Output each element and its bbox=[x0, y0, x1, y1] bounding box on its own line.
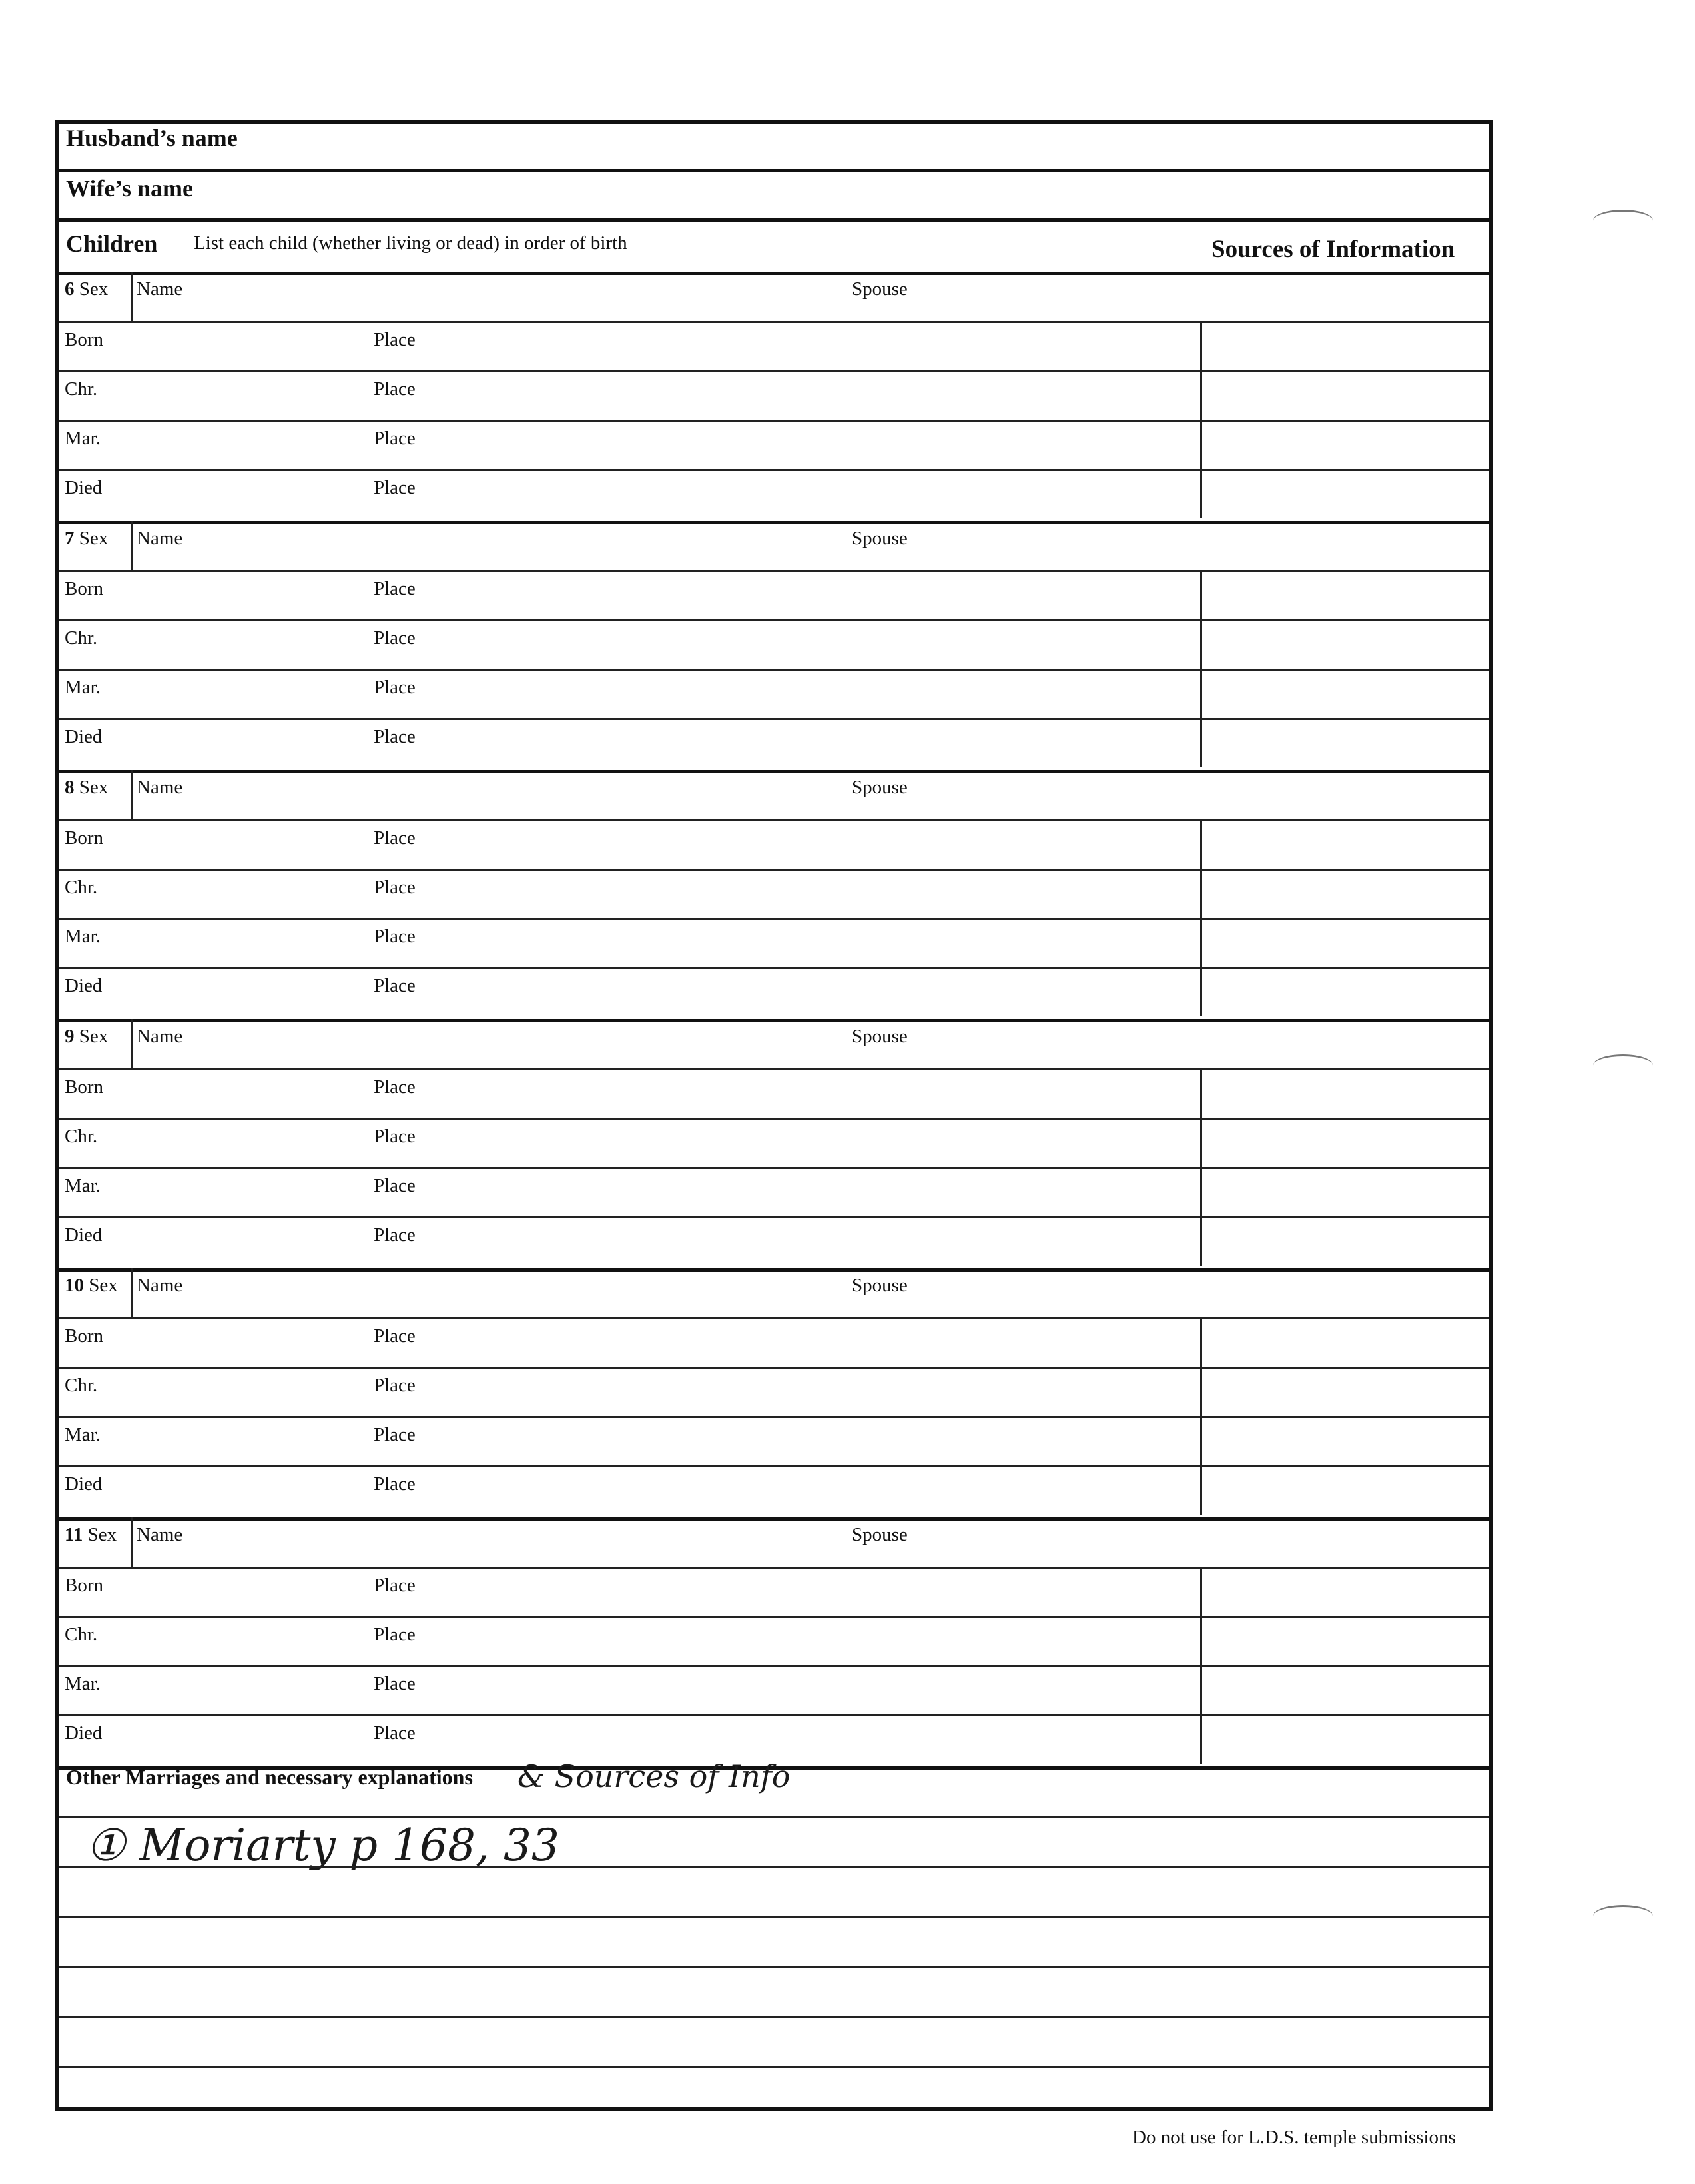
child-born-place-label: Place bbox=[374, 578, 416, 599]
wife-name-label: Wife’s name bbox=[66, 175, 193, 202]
sex-label: Sex bbox=[87, 1524, 117, 1545]
note-line bbox=[59, 1816, 1489, 1818]
child-born-label: Born bbox=[65, 1325, 103, 1347]
child-born-label: Born bbox=[65, 1076, 103, 1098]
child-born-place-label: Place bbox=[374, 827, 416, 849]
row-line bbox=[59, 469, 1489, 471]
note-line bbox=[59, 1966, 1489, 1968]
sources-column-divider bbox=[1200, 570, 1202, 767]
row-line bbox=[59, 1317, 1489, 1319]
row-line bbox=[59, 669, 1489, 671]
row-line bbox=[59, 619, 1489, 621]
child-number: 7 bbox=[65, 528, 75, 549]
sex-divider bbox=[131, 521, 133, 570]
row-line bbox=[59, 918, 1489, 920]
child-name-label: Name bbox=[137, 1026, 183, 1047]
footer-notice: Do not use for L.D.S. temple submissions bbox=[1132, 2127, 1456, 2148]
row-line bbox=[59, 819, 1489, 821]
row-line bbox=[59, 967, 1489, 969]
row-line bbox=[59, 321, 1489, 323]
divider bbox=[59, 169, 1489, 172]
row-line bbox=[59, 1216, 1489, 1218]
child-christening-label: Chr. bbox=[65, 1375, 98, 1396]
child-marriage-label: Mar. bbox=[65, 677, 101, 698]
child-marriage-label: Mar. bbox=[65, 1175, 101, 1196]
row-line bbox=[59, 370, 1489, 372]
row-line bbox=[59, 1416, 1489, 1418]
child-christening-label: Chr. bbox=[65, 627, 98, 649]
child-number: 9 bbox=[65, 1026, 75, 1047]
note-line bbox=[59, 2016, 1489, 2018]
sources-column-divider bbox=[1200, 1317, 1202, 1515]
child-spouse-label: Spouse bbox=[852, 278, 908, 300]
child-born-place-label: Place bbox=[374, 1325, 416, 1347]
sex-divider bbox=[131, 1517, 133, 1567]
child-number: 10 bbox=[65, 1275, 84, 1296]
child-christening-label: Chr. bbox=[65, 378, 98, 400]
punch-hole-mark bbox=[1593, 1054, 1653, 1076]
sex-divider bbox=[131, 1268, 133, 1317]
child-marriage-place-label: Place bbox=[374, 677, 416, 698]
row-line bbox=[59, 869, 1489, 871]
child-block-divider bbox=[59, 521, 1489, 524]
sources-column-divider bbox=[1200, 819, 1202, 1016]
child-marriage-place-label: Place bbox=[374, 1424, 416, 1445]
child-died-place-label: Place bbox=[374, 726, 416, 747]
child-block-divider bbox=[59, 272, 1489, 275]
handwritten-note: ① Moriarty p 168, 33 bbox=[86, 1820, 559, 1871]
child-born-label: Born bbox=[65, 827, 103, 849]
sources-of-information-label: Sources of Information bbox=[1211, 236, 1455, 263]
child-marriage-label: Mar. bbox=[65, 926, 101, 947]
child-number-sex bbox=[65, 1525, 117, 1545]
row-line bbox=[59, 1665, 1489, 1667]
child-name-label: Name bbox=[137, 1275, 183, 1296]
row-line bbox=[59, 1714, 1489, 1716]
child-spouse-label: Spouse bbox=[852, 1524, 908, 1545]
child-marriage-label: Mar. bbox=[65, 1673, 101, 1694]
sources-column-divider bbox=[1200, 1567, 1202, 1764]
child-name-label: Name bbox=[137, 1524, 183, 1545]
child-christening-place-label: Place bbox=[374, 1624, 416, 1645]
handwritten-sources-heading: & Sources of Info bbox=[517, 1758, 791, 1794]
note-line bbox=[59, 1866, 1489, 1868]
row-line bbox=[59, 1616, 1489, 1618]
child-marriage-label: Mar. bbox=[65, 1424, 101, 1445]
child-christening-place-label: Place bbox=[374, 1375, 416, 1396]
sex-label: Sex bbox=[79, 1026, 109, 1047]
child-christening-place-label: Place bbox=[374, 877, 416, 898]
child-died-place-label: Place bbox=[374, 1473, 416, 1495]
child-died-place-label: Place bbox=[374, 1224, 416, 1246]
row-line bbox=[59, 718, 1489, 720]
sources-column-divider bbox=[1200, 1068, 1202, 1266]
row-line bbox=[59, 1118, 1489, 1120]
child-marriage-label: Mar. bbox=[65, 428, 101, 449]
child-number: 6 bbox=[65, 278, 75, 300]
child-christening-label: Chr. bbox=[65, 1624, 98, 1645]
child-marriage-place-label: Place bbox=[374, 1673, 416, 1694]
sex-divider bbox=[131, 1019, 133, 1068]
children-label: Children bbox=[66, 230, 158, 257]
divider bbox=[59, 218, 1489, 222]
other-marriages-label: Other Marriages and necessary explanations bbox=[66, 1765, 473, 1789]
note-line bbox=[59, 1916, 1489, 1918]
child-christening-label: Chr. bbox=[65, 877, 98, 898]
note-line bbox=[59, 2066, 1489, 2068]
child-number-sex bbox=[65, 529, 108, 548]
sex-divider bbox=[131, 272, 133, 321]
child-died-label: Died bbox=[65, 726, 103, 747]
child-christening-label: Chr. bbox=[65, 1126, 98, 1147]
sex-label: Sex bbox=[79, 528, 109, 549]
child-christening-place-label: Place bbox=[374, 627, 416, 649]
row-line bbox=[59, 1068, 1489, 1070]
child-number: 8 bbox=[65, 777, 75, 798]
child-born-place-label: Place bbox=[374, 1076, 416, 1098]
child-died-label: Died bbox=[65, 975, 103, 996]
child-spouse-label: Spouse bbox=[852, 528, 908, 549]
child-number: 11 bbox=[65, 1524, 83, 1545]
child-block-divider bbox=[59, 1268, 1489, 1272]
husband-name-label: Husband’s name bbox=[66, 125, 238, 151]
child-died-place-label: Place bbox=[374, 975, 416, 996]
child-born-label: Born bbox=[65, 1575, 103, 1596]
child-christening-place-label: Place bbox=[374, 378, 416, 400]
child-died-place-label: Place bbox=[374, 1722, 416, 1744]
row-line bbox=[59, 1465, 1489, 1467]
children-instruction: List each child (whether living or dead) in order of birth bbox=[194, 232, 627, 254]
child-christening-place-label: Place bbox=[374, 1126, 416, 1147]
child-number-sex bbox=[65, 280, 108, 299]
sex-label: Sex bbox=[79, 278, 109, 300]
sex-divider bbox=[131, 770, 133, 819]
child-number-sex bbox=[65, 1276, 118, 1295]
child-number-sex bbox=[65, 1027, 108, 1046]
child-spouse-label: Spouse bbox=[852, 1026, 908, 1047]
child-marriage-place-label: Place bbox=[374, 926, 416, 947]
child-died-label: Died bbox=[65, 1473, 103, 1495]
row-line bbox=[59, 1367, 1489, 1369]
row-line bbox=[59, 1167, 1489, 1169]
child-spouse-label: Spouse bbox=[852, 1275, 908, 1296]
child-died-label: Died bbox=[65, 1722, 103, 1744]
child-died-label: Died bbox=[65, 477, 103, 498]
punch-hole-mark bbox=[1593, 210, 1653, 232]
child-marriage-place-label: Place bbox=[374, 1175, 416, 1196]
child-marriage-place-label: Place bbox=[374, 428, 416, 449]
punch-hole-mark bbox=[1593, 1905, 1653, 1927]
sex-label: Sex bbox=[79, 777, 109, 798]
child-born-place-label: Place bbox=[374, 329, 416, 350]
child-block-divider bbox=[59, 1019, 1489, 1022]
row-line bbox=[59, 570, 1489, 572]
child-born-label: Born bbox=[65, 329, 103, 350]
child-name-label: Name bbox=[137, 777, 183, 798]
child-spouse-label: Spouse bbox=[852, 777, 908, 798]
child-number-sex bbox=[65, 778, 108, 797]
child-born-place-label: Place bbox=[374, 1575, 416, 1596]
row-line bbox=[59, 1567, 1489, 1569]
child-born-label: Born bbox=[65, 578, 103, 599]
sex-label: Sex bbox=[89, 1275, 118, 1296]
child-died-place-label: Place bbox=[374, 477, 416, 498]
sources-column-divider bbox=[1200, 321, 1202, 518]
child-block-divider bbox=[59, 1517, 1489, 1521]
child-name-label: Name bbox=[137, 278, 183, 300]
child-name-label: Name bbox=[137, 528, 183, 549]
child-died-label: Died bbox=[65, 1224, 103, 1246]
family-group-sheet-form bbox=[55, 120, 1493, 2111]
row-line bbox=[59, 420, 1489, 422]
child-block-divider bbox=[59, 770, 1489, 773]
